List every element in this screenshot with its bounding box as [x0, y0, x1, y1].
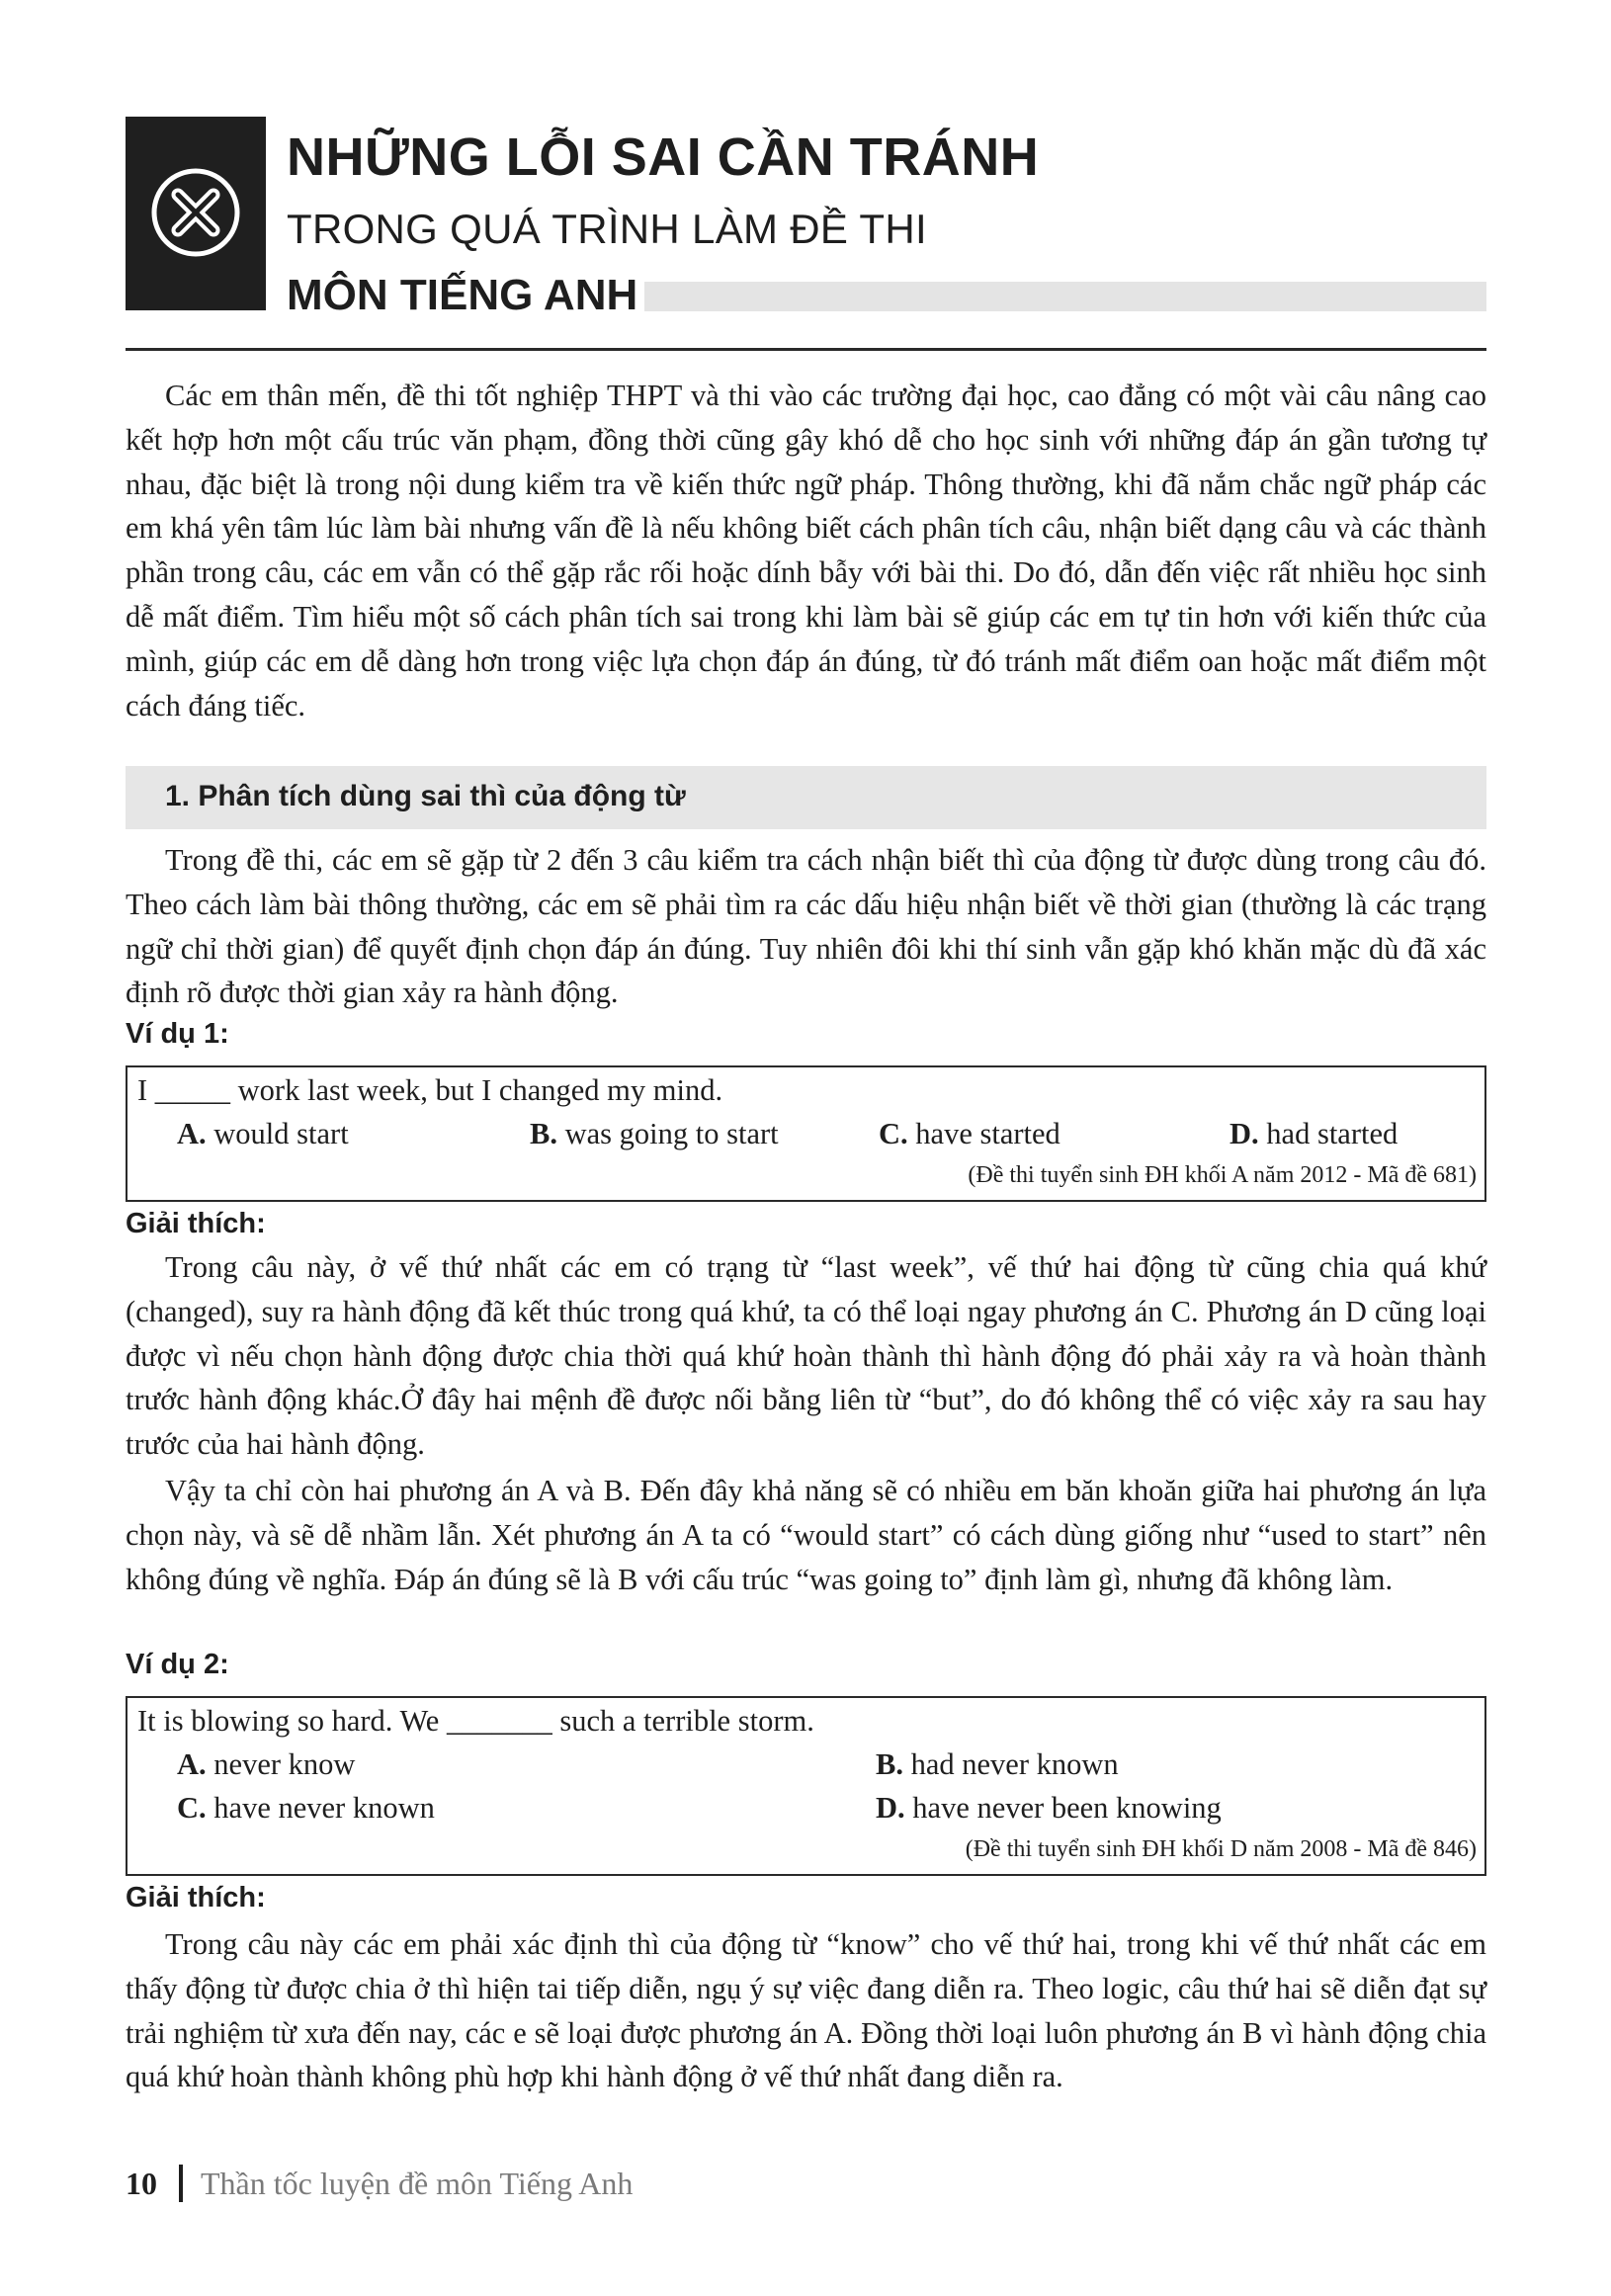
chapter-header: [0, 0, 1611, 326]
explanation-2-label: Giải thích:: [126, 1882, 266, 1913]
explanation-2-paragraph-1: Trong câu này các em phải xác định thì của động từ “know” cho vế thứ hai, trong khi vế thứ nhất các em thấy động từ được chia ở thì hiện tai tiếp diễn, ngụ ý sự việc đang diễn ra. Theo logic, câu thứ hai sẽ diễn đạt sự trải nghiệm từ xưa đến nay, các e sẽ loại được phương án A. Đồng thời loại luôn phương án B vì hành động chia quá khứ hoàn thành không phù hợp khi hành động ở vế thứ nhất đang diễn ra.: [126, 1927, 1486, 2094]
section-body: [126, 838, 1486, 1015]
chapter-subject: MÔN TIẾNG ANH: [287, 271, 638, 319]
example-2-label: Ví dụ 2:: [126, 1649, 229, 1680]
chapter-subtitle: TRONG QUÁ TRÌNH LÀM ĐỀ THI: [287, 206, 927, 252]
explanation-1-paragraph-2: Vậy ta chỉ còn hai phương án A và B. Đến đây khả năng sẽ có nhiều em băn khoăn giữa hai phương án lựa chọn này, và sẽ dễ nhầm lẫn. Xét phương án A ta có “would start” có cách dùng giống như “used to start” nên không đúng về nghĩa. Đáp án đúng sẽ là B với cấu trúc “was going to” định làm gì, nhưng đã không làm.: [126, 1473, 1486, 1596]
page-footer: [126, 2165, 633, 2202]
footer-divider: [179, 2165, 183, 2202]
chapter-title: NHỮNG LỖI SAI CẦN TRÁNH: [287, 128, 1040, 187]
section-paragraph: Trong đề thi, các em sẽ gặp từ 2 đến 3 câu kiểm tra cách nhận biết thì của động từ được dùng trong câu đó. Theo cách làm bài thông thường, các em sẽ phải tìm ra các dấu hiệu nhận biết về thời gian (thường là các trạng ngữ chỉ thời gian) để quyết định chọn đáp án đúng. Tuy nhiên đôi khi thí sinh vẫn gặp khó khăn mặc dù đã xác định rõ được thời gian xảy ra hành động.: [126, 843, 1486, 1010]
explanation-2-body: [126, 1922, 1486, 2099]
chapter-icon-box: [126, 117, 266, 310]
example-2-box: [126, 1696, 1486, 1876]
title-decor-bar: [644, 282, 1486, 311]
example-2-source: (Đề thi tuyển sinh ĐH khối D năm 2008 - Mã đề 846): [965, 1836, 1477, 1862]
example-1-stem: I _____ work last week, but I changed my mind.: [137, 1073, 723, 1107]
example-1-option-d: D. had started: [1229, 1117, 1399, 1150]
section-heading: [126, 766, 1486, 829]
page-number: 10: [126, 2166, 157, 2201]
intro-paragraph: Các em thân mến, đề thi tốt nghiệp THPT và thi vào các trường đại học, cao đẳng có một vài câu nâng cao kết hợp hơn một cấu trúc văn phạm, đồng thời cũng gây khó dễ cho học sinh với những đáp án gần tương tự nhau, đặc biệt là trong nội dung kiểm tra về kiến thức ngữ pháp. Thông thường, khi đã nắm chắc ngữ pháp các em khá yên tâm lúc làm bài nhưng vấn đề là nếu không biết cách phân tích câu, nhận biết dạng câu và các thành phần trong câu, các em vẫn có thể gặp rắc rối hoặc dính bẫy với bài thi. Do đó, dẫn đến việc rất nhiều học sinh dễ mất điểm. Tìm hiểu một số cách phân tích sai trong khi làm bài sẽ giúp các em tự tin hơn với kiến thức của mình, giúp các em dễ dàng hơn trong việc lựa chọn đáp án đúng, từ đó tránh mất điểm oan hoặc mất điểm một cách đáng tiếc.: [126, 379, 1486, 723]
explanation-1-body: [126, 1245, 1486, 1601]
explanation-1-label: Giải thích:: [126, 1208, 266, 1239]
book-title: Thần tốc luyện đề môn Tiếng Anh: [201, 2166, 634, 2201]
x-circle-icon: [149, 166, 242, 259]
header-divider: [126, 348, 1486, 351]
example-1-option-b: B. was going to start: [530, 1117, 779, 1150]
section-heading-text: 1. Phân tích dùng sai thì của động từ: [165, 780, 686, 812]
example-2-option-b: B. had never known: [876, 1747, 1119, 1781]
example-1-box: [126, 1065, 1486, 1202]
example-2-option-d: D. have never been knowing: [876, 1791, 1222, 1825]
example-1-option-a: A. would start: [177, 1117, 349, 1150]
example-2-option-a: A. never know: [177, 1747, 356, 1781]
example-1-label: Ví dụ 1:: [126, 1018, 229, 1050]
explanation-1-paragraph-1: Trong câu này, ở vế thứ nhất các em có trạng từ “last week”, vế thứ hai động từ cũng chia quá khứ (changed), suy ra hành động đã kết thúc trong quá khứ, ta có thể loại ngay phương án C. Phương án D cũng loại được vì nếu chọn hành động được chia thời quá khứ hoàn thành thì hành động đó phải xảy ra và hoàn thành trước hành động khác.Ở đây hai mệnh đề được nối bằng liên từ “but”, do đó không thể có việc xảy ra sau hay trước của hai hành động.: [126, 1250, 1486, 1462]
intro-section: [126, 374, 1486, 727]
example-2-stem: It is blowing so hard. We _______ such a terrible storm.: [137, 1704, 814, 1738]
example-2-option-c: C. have never known: [177, 1791, 435, 1825]
example-1-option-c: C. have started: [879, 1117, 1060, 1150]
example-1-source: (Đề thi tuyển sinh ĐH khối A năm 2012 - Mã đề 681): [968, 1162, 1477, 1188]
